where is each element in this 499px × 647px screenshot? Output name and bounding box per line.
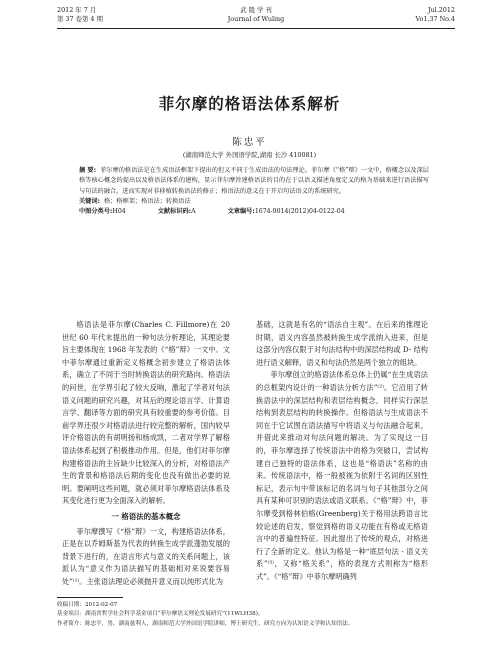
header-center <box>57 6 455 24</box>
author-bio: 作者简介：陈忠平，男，湖南慈利人，湖南师范大学外国语学院讲师，博士研究生，研究方向为认知语义学和认知语法。 <box>57 620 354 627</box>
classification-ids <box>79 207 429 217</box>
document-code: 文献标识码:A <box>157 208 196 216</box>
header-volume: 第 37 卷第 4 期 <box>57 15 103 23</box>
footnote-rule <box>57 597 123 598</box>
header-right <box>415 6 455 24</box>
header-date: 2012 年 7 月 <box>57 6 97 14</box>
section-heading: 一 格语法的基本概念 <box>111 511 181 521</box>
paragraph: 菲尔摩创立的格语法体系总体上仍属“在生成语法的总框架内设计的一种语法分析方法”⁽²⁾。它沿用了转换语法中的深层结构和表层结构概念，同样实行深层结构到表层结构的转换操作。但格语法与生成语法不同在于它试图在语法描写中将语义与句法融合起来，并借此来推动对句法问题的解决。为了实现这一目的，菲尔摩选择了传统语法中的格为突破口，尝试构建自己独特的语法体系，这也是“格语法”名称的由来。传统语法中，格一般被视为依附于名词的区别性标记，表示句中带该标记的名词与句子其他部分之间具有某种可识别的语法或语义联系。《“格”辩》中，菲尔摩受到格林伯格(Greenberg)关于格用法跨语言比较论述的启发，察觉到格的语义功能在有格或无格语言中的普遍性特征。因此提出了传统的观点，对格进行了全新的定义。他认为格是一种“底层句法 - 语义关系”⁽³⁾，又称“格关系”，格的表现方式则称为“格形式”。《“格”辩》中菲尔摩明确列 <box>256 370 428 581</box>
clc-number: 中图分类号:H04 <box>79 208 126 216</box>
keywords-label: 关键词: <box>79 197 101 205</box>
abstract-block <box>79 166 429 217</box>
abstract <box>79 166 429 197</box>
header-date-en: Jul.2012 <box>427 6 455 14</box>
journal-name-en: Journal of Wuling <box>227 15 285 23</box>
journal-name-cn: 武 陵 学 刊 <box>240 6 272 14</box>
footnotes <box>57 601 455 629</box>
article-author: 陈忠平 <box>232 137 267 148</box>
fund-info: 基金项目：湖南省哲学社会科学基金项目“菲尔摩语义理论发展研究”(11WLH38)。 <box>57 611 264 618</box>
received-date: 收稿日期：2012-02-07 <box>57 602 118 608</box>
header-rule <box>57 28 455 29</box>
keywords <box>79 197 429 207</box>
abstract-label: 摘 要: <box>79 167 97 174</box>
article-title: 菲尔摩的格语法体系解析 <box>158 95 341 113</box>
running-header <box>57 6 455 28</box>
article-number: 文章编号:1674-9014(2012)04-0122-04 <box>227 208 345 216</box>
abstract-text: 菲尔摩的格语法是在生成语法框架下提出的但又不同于生成语法的句法理论。菲尔摩《“格”辩》一文中，格概念以及深层格等核心概念的提出以及格语法体系的建构，显示菲尔摩旨建格语法的目的在于以语义描述角度定义的格为基础来进行语法描写与句法的融合，进而实现对非移植转换语法的修正；格语法的意义在于开启句法语义的系统研究。 <box>79 167 429 195</box>
keywords-text: 格；格框架；格语法；转换语法 <box>104 197 191 205</box>
header-volume-en: Vo1.37 No.4 <box>415 15 455 23</box>
paragraph: 格语法是菲尔摩(Charles C. Fillmore)在 20 世纪 60 年代末提出的一种句法分析理论，其理论要旨主要体现在 1968 年发表的《“格”辩》一文中。文中菲尔摩通过重新定义格概念初步建立了格语法体系，确立了不同于当时转换语法的研究路向。格语法的问世，在学界引起了较大反响，激起了学者对句法语义问题的研究兴趣，对其后的理论语言学、计算语言学、翻译等方面的研究具有较重要的参考价值。目前学界还很少对格语法进行较完整的解析，国内较早评介格语法的有胡明扬和杨成凯，二者对学界了解格语法体系起到了积极推动作用。但是，他们对菲尔摩构建格语法的主旨缺少比较深入的分析，对格语法产生的背景和格语法后期的变化也没有做出必要的说明。要阐明这些问题，就必须对菲尔摩格语法体系及其变化进行更为全面深入的解析。 <box>62 320 230 506</box>
body-column-left <box>62 319 230 588</box>
body-column-right <box>256 319 428 583</box>
paragraph: 基础，这就是有名的“语法自主观”。在后来的推理论时期，语义内容虽然被转换生成学派纳入进来，但是这部分内容仅限于对句法结构中的深层结构或 D- 结构进行语义解释，语义和句法仍然是两个独立的组块。 <box>256 320 428 367</box>
author-affiliation: (湖南师范大学 外国语学院,湖南 长沙 410081) <box>182 151 317 159</box>
paragraph: 菲尔摩撰写《“格”辩》一文，构建格语法体系，正是在以乔姆斯基为代表的转换生成学派蓬勃发展的背景下进行的，在语言形式与意义的关系问题上，该派认为“意义作为语法描写的基础相对来说要容易处”⁽¹⁾。主张语法理论必须抛开意义而以纯形式化为 <box>62 526 230 586</box>
